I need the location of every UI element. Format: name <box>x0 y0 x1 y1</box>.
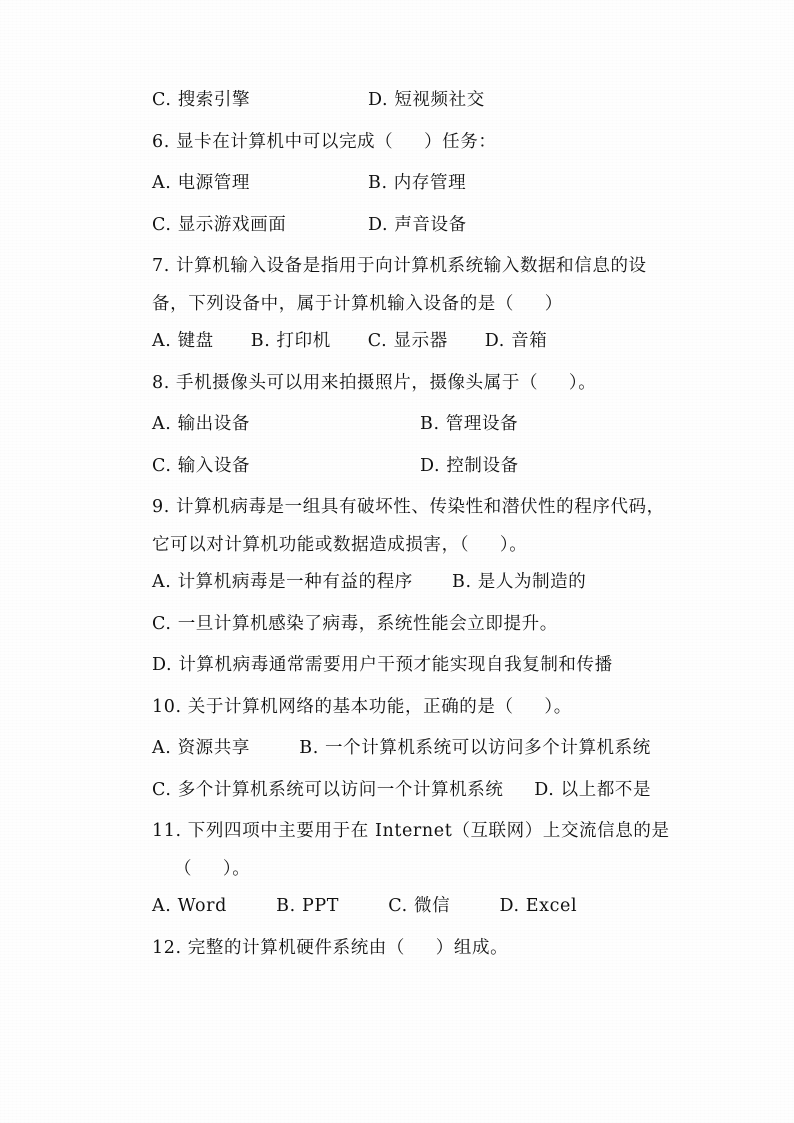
option-a: A. 计算机病毒是一种有益的程序 <box>152 572 413 592</box>
question-stem-6: 6. 显卡在计算机中可以完成（ ）任务： <box>152 131 497 152</box>
spacer <box>152 110 688 134</box>
option-c: C. 搜索引擎 <box>152 90 251 110</box>
spacer <box>152 151 688 175</box>
question-stem-9-line2: 它可以对计算机功能或数据造成损害，（ ）。 <box>152 534 528 555</box>
spacer <box>152 475 688 499</box>
spacer <box>152 313 688 333</box>
option-row <box>152 175 688 193</box>
question-stem-9-line1: 9. 计算机病毒是一组具有破坏性、传染性和潜伏性的程序代码， <box>152 497 665 517</box>
option-row-inline: A. 资源共享 B. 一个计算机系统可以访问多个计算机系统 <box>152 738 651 758</box>
question-stem-11-line2: （ ）。 <box>174 858 251 879</box>
spacer <box>152 554 688 574</box>
option-row <box>152 416 688 434</box>
option-row <box>152 455 688 476</box>
spacer <box>152 799 688 823</box>
spacer <box>152 276 688 296</box>
spacer <box>152 675 688 699</box>
spacer <box>152 351 688 375</box>
spacer <box>152 517 688 537</box>
question-stem-12: 12. 完整的计算机硬件系统由（ ）组成。 <box>152 937 509 958</box>
spacer <box>152 916 688 940</box>
question-stem-8: 8. 手机摄像头可以用来拍摄照片，摄像头属于（ ）。 <box>152 372 597 393</box>
option-row <box>152 574 688 592</box>
spacer <box>152 592 688 616</box>
spacer <box>152 434 688 458</box>
spacer <box>152 758 688 782</box>
option-d: D. 声音设备 <box>368 214 467 235</box>
spacer <box>152 878 688 898</box>
option-d: D. 控制设备 <box>420 455 519 476</box>
spacer <box>152 193 688 217</box>
spacer <box>152 234 688 258</box>
spacer <box>152 633 688 657</box>
option-c: C. 一旦计算机感染了病毒，系统性能会立即提升。 <box>152 613 558 634</box>
option-d: D. 计算机病毒通常需要用户干预才能实现自我复制和传播 <box>152 655 613 675</box>
spacer <box>152 392 688 416</box>
option-c: C. 显示游戏画面 <box>152 214 287 235</box>
option-a: A. 输出设备 <box>152 414 250 434</box>
option-row-inline: A. 键盘 B. 打印机 C. 显示器 D. 音箱 <box>152 331 548 351</box>
option-row-inline: A. Word B. PPT C. 微信 D. Excel <box>152 896 578 916</box>
option-a: A. 电源管理 <box>152 173 250 193</box>
question-stem-7-line1: 7. 计算机输入设备是指用于向计算机系统输入数据和信息的设 <box>152 256 647 276</box>
option-d: D. 短视频社交 <box>368 90 485 110</box>
question-stem-7-line2: 备，下列设备中，属于计算机输入设备的是（ ） <box>152 293 563 314</box>
spacer <box>152 716 688 740</box>
option-b: B. 管理设备 <box>420 414 519 434</box>
spacer <box>152 841 688 861</box>
option-row <box>152 214 688 235</box>
option-b: B. 内存管理 <box>368 173 467 193</box>
option-row <box>152 92 688 110</box>
option-row-inline: C. 多个计算机系统可以访问一个计算机系统 D. 以上都不是 <box>152 779 652 800</box>
exam-content <box>152 92 688 957</box>
question-stem-11-line1: 11. 下列四项中主要用于在 Internet（互联网）上交流信息的是 <box>152 821 670 841</box>
option-b: B. 是人为制造的 <box>452 572 587 592</box>
option-c: C. 输入设备 <box>152 455 251 476</box>
question-stem-10: 10. 关于计算机网络的基本功能，正确的是（ ）。 <box>152 696 572 717</box>
